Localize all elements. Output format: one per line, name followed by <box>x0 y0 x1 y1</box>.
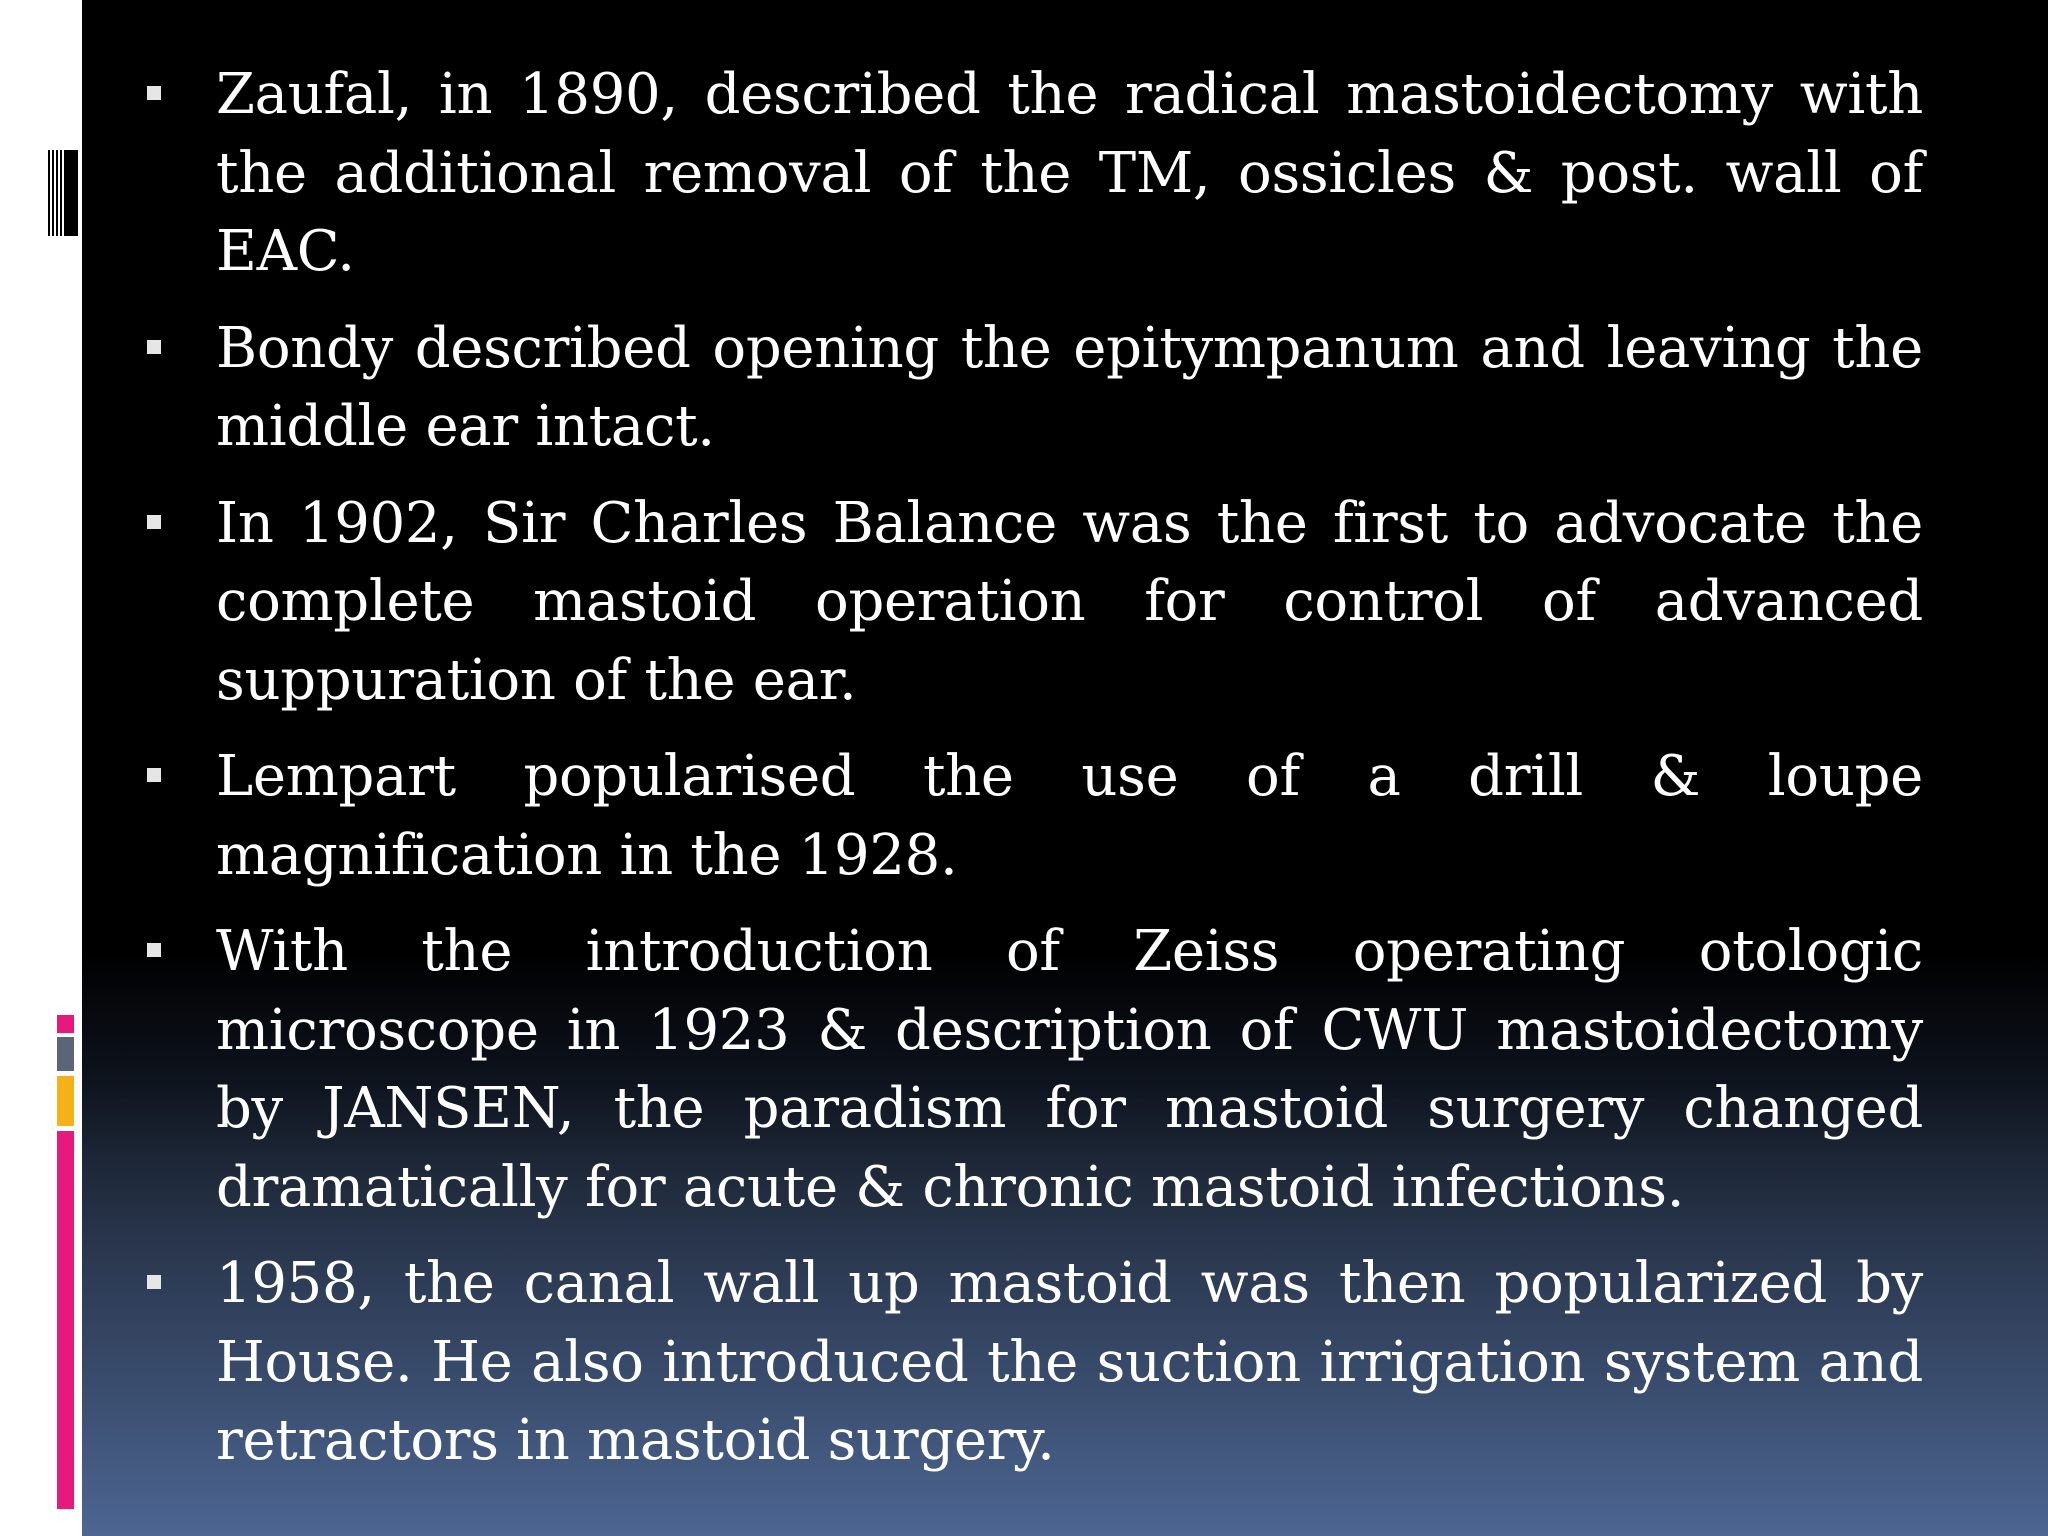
bullet-item <box>135 913 1923 1227</box>
decorative-solid-bar <box>66 150 78 236</box>
bullet-list <box>135 56 1923 1499</box>
bullet-text: Lempart popularised the use of a drill & loupe magnification in the 1928. <box>216 744 1923 888</box>
accent-bar-gray <box>57 1037 74 1071</box>
square-bullet-icon <box>147 86 161 100</box>
square-bullet-icon <box>147 515 161 529</box>
decorative-lines-icon <box>48 150 78 236</box>
accent-bar-pink <box>57 1131 74 1509</box>
bullet-item <box>135 1245 1923 1481</box>
bullet-item <box>135 485 1923 721</box>
accent-bar-pink-small <box>57 1015 74 1033</box>
bullet-item <box>135 310 1923 467</box>
square-bullet-icon <box>147 340 161 354</box>
square-bullet-icon <box>147 943 161 957</box>
bullet-text: With the introduction of Zeiss operating otologic microscope in 1923 & description of CWU mastoidectomy by JANSEN, the paradism for mastoid surgery changed dramatically for acute & chronic mastoid infections. <box>216 919 1923 1220</box>
bullet-text: Bondy described opening the epitympanum and leaving the middle ear intact. <box>216 315 1923 459</box>
bullet-text: In 1902, Sir Charles Balance was the first to advocate the complete mastoid operation for control of advanced suppuration of the ear. <box>216 490 1923 713</box>
square-bullet-icon <box>147 1275 161 1289</box>
bullet-item <box>135 56 1923 292</box>
square-bullet-icon <box>147 768 161 782</box>
bullet-item <box>135 738 1923 895</box>
accent-bar-orange <box>57 1076 74 1126</box>
bullet-text: 1958, the canal wall up mastoid was then popularized by House. He also introduced the suction irrigation system and retractors in mastoid surgery. <box>216 1251 1923 1473</box>
bullet-text: Zaufal, in 1890, described the radical mastoidectomy with the additional removal of the TM, ossicles & post. wall of EAC. <box>216 62 1923 284</box>
